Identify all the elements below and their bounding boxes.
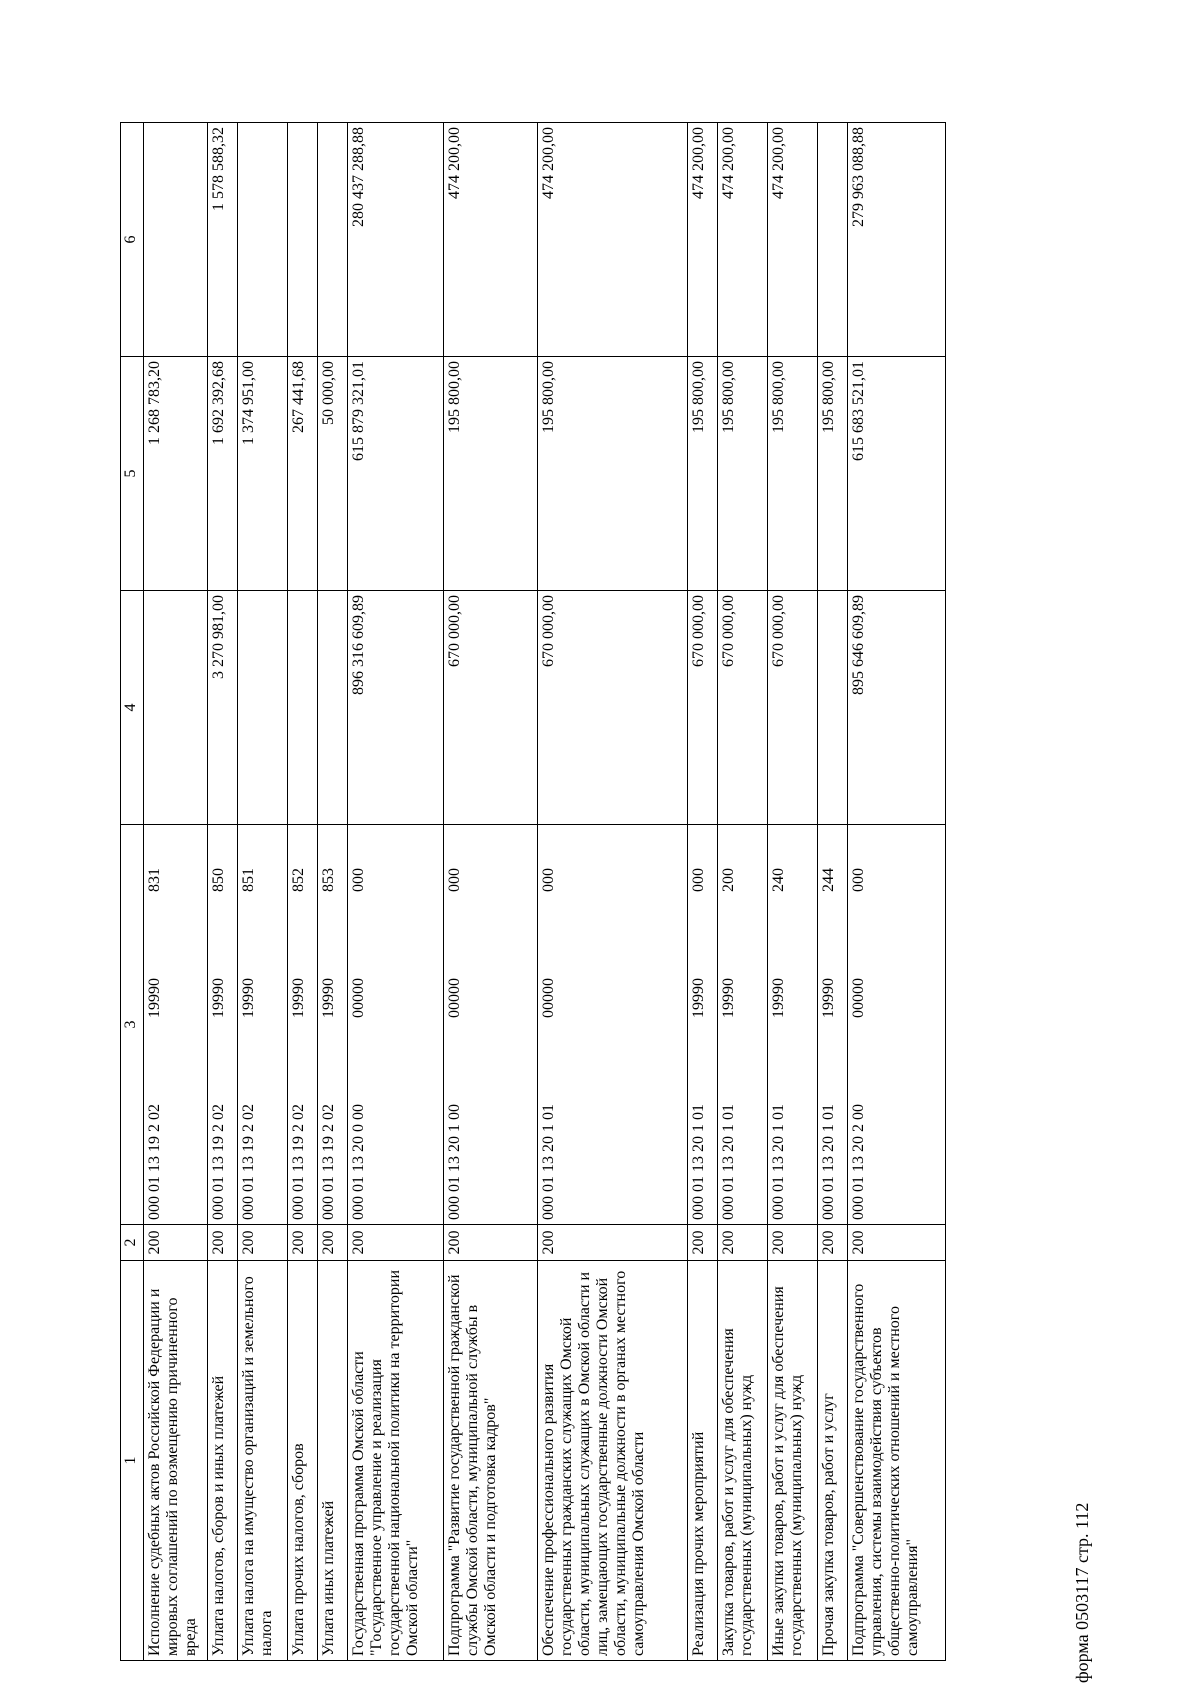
budget-code xyxy=(720,868,738,1220)
approved-amount-cell: 3 270 981,00 xyxy=(208,591,238,825)
unexecuted-amount-cell: 1 578 588,32 xyxy=(208,123,238,357)
code-expense-type: 000 xyxy=(350,868,367,892)
code-section: 000 01 13 19 2 02 xyxy=(290,1104,307,1220)
column-header: 6 xyxy=(121,123,144,357)
code-expense-type: 851 xyxy=(240,868,257,892)
code-target: 19990 xyxy=(290,978,307,1018)
table-row xyxy=(688,123,718,1661)
code-target: 19990 xyxy=(820,978,837,1018)
budget-code-cell xyxy=(818,825,848,1225)
line-code-cell: 200 xyxy=(818,1225,848,1261)
approved-amount-cell xyxy=(238,591,288,825)
budget-code xyxy=(690,868,708,1220)
table-row xyxy=(444,123,538,1661)
code-expense-type: 000 xyxy=(850,868,867,892)
code-expense-type: 852 xyxy=(290,868,307,892)
unexecuted-amount-cell: 474 200,00 xyxy=(538,123,688,357)
approved-amount-cell: 670 000,00 xyxy=(688,591,718,825)
approved-amount-cell: 670 000,00 xyxy=(444,591,538,825)
line-code-cell: 200 xyxy=(718,1225,768,1261)
unexecuted-amount-cell xyxy=(144,123,208,357)
budget-code xyxy=(540,868,558,1220)
table-row xyxy=(144,123,208,1661)
executed-amount-cell: 1 374 951,00 xyxy=(238,357,288,591)
line-code-cell: 200 xyxy=(688,1225,718,1261)
row-name-cell: Уплата налогов, сборов и иных платежей xyxy=(208,1261,238,1661)
executed-amount-cell: 267 441,68 xyxy=(288,357,318,591)
line-code-cell: 200 xyxy=(348,1225,444,1261)
budget-code xyxy=(850,868,868,1220)
unexecuted-amount-cell: 474 200,00 xyxy=(688,123,718,357)
row-name-cell: Реализация прочих мероприятий xyxy=(688,1261,718,1661)
line-code-cell: 200 xyxy=(288,1225,318,1261)
code-expense-type: 831 xyxy=(146,868,163,892)
budget-code xyxy=(770,868,788,1220)
table-row xyxy=(288,123,318,1661)
budget-code xyxy=(210,868,228,1220)
code-expense-type: 000 xyxy=(446,868,463,892)
table-row xyxy=(818,123,848,1661)
budget-code-cell xyxy=(288,825,318,1225)
budget-code-cell xyxy=(444,825,538,1225)
code-section: 000 01 13 20 1 01 xyxy=(720,1104,737,1220)
code-expense-type: 853 xyxy=(320,868,337,892)
budget-code xyxy=(240,868,258,1220)
executed-amount-cell: 195 800,00 xyxy=(768,357,818,591)
code-section: 000 01 13 20 1 01 xyxy=(690,1104,707,1220)
row-name-cell: Подпрограмма "Развитие государственной гражданской службы Омской области, муниципальной службы в Омской области и подготовка кадров" xyxy=(444,1261,538,1661)
column-number-row xyxy=(121,123,144,1661)
code-section: 000 01 13 20 0 00 xyxy=(350,1104,367,1220)
table-row xyxy=(848,123,946,1661)
unexecuted-amount-cell: 280 437 288,88 xyxy=(348,123,444,357)
table-row xyxy=(768,123,818,1661)
budget-code xyxy=(350,868,368,1220)
budget-code-cell xyxy=(768,825,818,1225)
code-target: 00000 xyxy=(850,978,867,1018)
budget-code-cell xyxy=(718,825,768,1225)
table-row xyxy=(348,123,444,1661)
line-code-cell: 200 xyxy=(768,1225,818,1261)
unexecuted-amount-cell: 474 200,00 xyxy=(768,123,818,357)
table-row xyxy=(538,123,688,1661)
line-code-cell: 200 xyxy=(144,1225,208,1261)
budget-code xyxy=(290,868,308,1220)
code-target: 00000 xyxy=(446,978,463,1018)
code-expense-type: 240 xyxy=(770,868,787,892)
executed-amount-cell: 195 800,00 xyxy=(718,357,768,591)
line-code-cell: 200 xyxy=(318,1225,348,1261)
line-code-cell: 200 xyxy=(208,1225,238,1261)
code-section: 000 01 13 20 1 00 xyxy=(446,1104,463,1220)
line-code-cell: 200 xyxy=(238,1225,288,1261)
row-name-cell: Уплата иных платежей xyxy=(318,1261,348,1661)
budget-code-cell xyxy=(688,825,718,1225)
row-name-cell: Иные закупки товаров, работ и услуг для обеспечения государственных (муниципальных) нужд xyxy=(768,1261,818,1661)
budget-code xyxy=(146,868,164,1220)
unexecuted-amount-cell: 474 200,00 xyxy=(444,123,538,357)
code-expense-type: 000 xyxy=(540,868,557,892)
budget-code-cell xyxy=(538,825,688,1225)
budget-table-container xyxy=(120,123,1060,1661)
approved-amount-cell xyxy=(818,591,848,825)
code-section: 000 01 13 19 2 02 xyxy=(146,1104,163,1220)
executed-amount-cell: 195 800,00 xyxy=(538,357,688,591)
table-row xyxy=(318,123,348,1661)
budget-code-cell xyxy=(144,825,208,1225)
code-section: 000 01 13 19 2 02 xyxy=(320,1104,337,1220)
budget-code xyxy=(320,868,338,1220)
approved-amount-cell: 670 000,00 xyxy=(718,591,768,825)
unexecuted-amount-cell: 474 200,00 xyxy=(718,123,768,357)
budget-code xyxy=(446,868,464,1220)
code-section: 000 01 13 20 1 01 xyxy=(820,1104,837,1220)
row-name-cell: Закупка товаров, работ и услуг для обеспечения государственных (муниципальных) нужд xyxy=(718,1261,768,1661)
row-name-cell: Обеспечение профессионального развития государственных гражданских служащих Омской области, муниципальных служащих в Омской области и лиц, замещающих государственные должности Омской области, муниципальные должности в органах местного самоуправления Омской области xyxy=(538,1261,688,1661)
code-target: 19990 xyxy=(770,978,787,1018)
approved-amount-cell xyxy=(318,591,348,825)
table-row xyxy=(208,123,238,1661)
unexecuted-amount-cell xyxy=(238,123,288,357)
code-target: 19990 xyxy=(720,978,737,1018)
line-code-cell: 200 xyxy=(538,1225,688,1261)
approved-amount-cell: 670 000,00 xyxy=(538,591,688,825)
code-section: 000 01 13 19 2 02 xyxy=(210,1104,227,1220)
approved-amount-cell: 896 316 609,89 xyxy=(348,591,444,825)
approved-amount-cell xyxy=(288,591,318,825)
code-expense-type: 000 xyxy=(690,868,707,892)
row-name-cell: Государственная программа Омской области "Государственное управление и реализация государственной национальной политики на территории Омской области" xyxy=(348,1261,444,1661)
executed-amount-cell: 195 800,00 xyxy=(818,357,848,591)
executed-amount-cell: 195 800,00 xyxy=(444,357,538,591)
unexecuted-amount-cell xyxy=(318,123,348,357)
budget-code-cell xyxy=(208,825,238,1225)
line-code-cell: 200 xyxy=(848,1225,946,1261)
code-target: 19990 xyxy=(240,978,257,1018)
executed-amount-cell: 615 683 521,01 xyxy=(848,357,946,591)
unexecuted-amount-cell xyxy=(818,123,848,357)
code-target: 00000 xyxy=(350,978,367,1018)
budget-code-cell xyxy=(348,825,444,1225)
budget-code-cell xyxy=(318,825,348,1225)
column-header: 1 xyxy=(121,1261,144,1661)
code-expense-type: 200 xyxy=(720,868,737,892)
executed-amount-cell: 50 000,00 xyxy=(318,357,348,591)
code-section: 000 01 13 20 2 00 xyxy=(850,1104,867,1220)
executed-amount-cell: 1 692 392,68 xyxy=(208,357,238,591)
column-header: 5 xyxy=(121,357,144,591)
code-target: 19990 xyxy=(690,978,707,1018)
row-name-cell: Прочая закупка товаров, работ и услуг xyxy=(818,1261,848,1661)
budget-code xyxy=(820,868,838,1220)
unexecuted-amount-cell: 279 963 088,88 xyxy=(848,123,946,357)
code-section: 000 01 13 20 1 01 xyxy=(770,1104,787,1220)
code-target: 19990 xyxy=(210,978,227,1018)
column-header: 3 xyxy=(121,825,144,1225)
row-name-cell: Исполнение судебных актов Российской Федерации и мировых соглашений по возмещению причиненного вреда xyxy=(144,1261,208,1661)
form-page-label: форма 0503117 стр. 112 xyxy=(1072,1502,1092,1683)
budget-execution-table xyxy=(120,122,946,1661)
row-name-cell: Уплата налога на имущество организаций и земельного налога xyxy=(238,1261,288,1661)
code-target: 00000 xyxy=(540,978,557,1018)
approved-amount-cell: 670 000,00 xyxy=(768,591,818,825)
column-header: 2 xyxy=(121,1225,144,1261)
code-target: 19990 xyxy=(320,978,337,1018)
row-name-cell: Уплата прочих налогов, сборов xyxy=(288,1261,318,1661)
code-expense-type: 850 xyxy=(210,868,227,892)
code-section: 000 01 13 20 1 01 xyxy=(540,1104,557,1220)
code-section: 000 01 13 19 2 02 xyxy=(240,1104,257,1220)
unexecuted-amount-cell xyxy=(288,123,318,357)
code-target: 19990 xyxy=(146,978,163,1018)
budget-code-cell xyxy=(238,825,288,1225)
code-expense-type: 244 xyxy=(820,868,837,892)
approved-amount-cell xyxy=(144,591,208,825)
budget-code-cell xyxy=(848,825,946,1225)
executed-amount-cell: 195 800,00 xyxy=(688,357,718,591)
table-row xyxy=(238,123,288,1661)
executed-amount-cell: 615 879 321,01 xyxy=(348,357,444,591)
approved-amount-cell: 895 646 609,89 xyxy=(848,591,946,825)
table-row xyxy=(718,123,768,1661)
column-header: 4 xyxy=(121,591,144,825)
row-name-cell: Подпрограмма "Совершенствование государственного управления, системы взаимодействия субъектов общественно-политических отношений и местного самоуправления" xyxy=(848,1261,946,1661)
line-code-cell: 200 xyxy=(444,1225,538,1261)
executed-amount-cell: 1 268 783,20 xyxy=(144,357,208,591)
